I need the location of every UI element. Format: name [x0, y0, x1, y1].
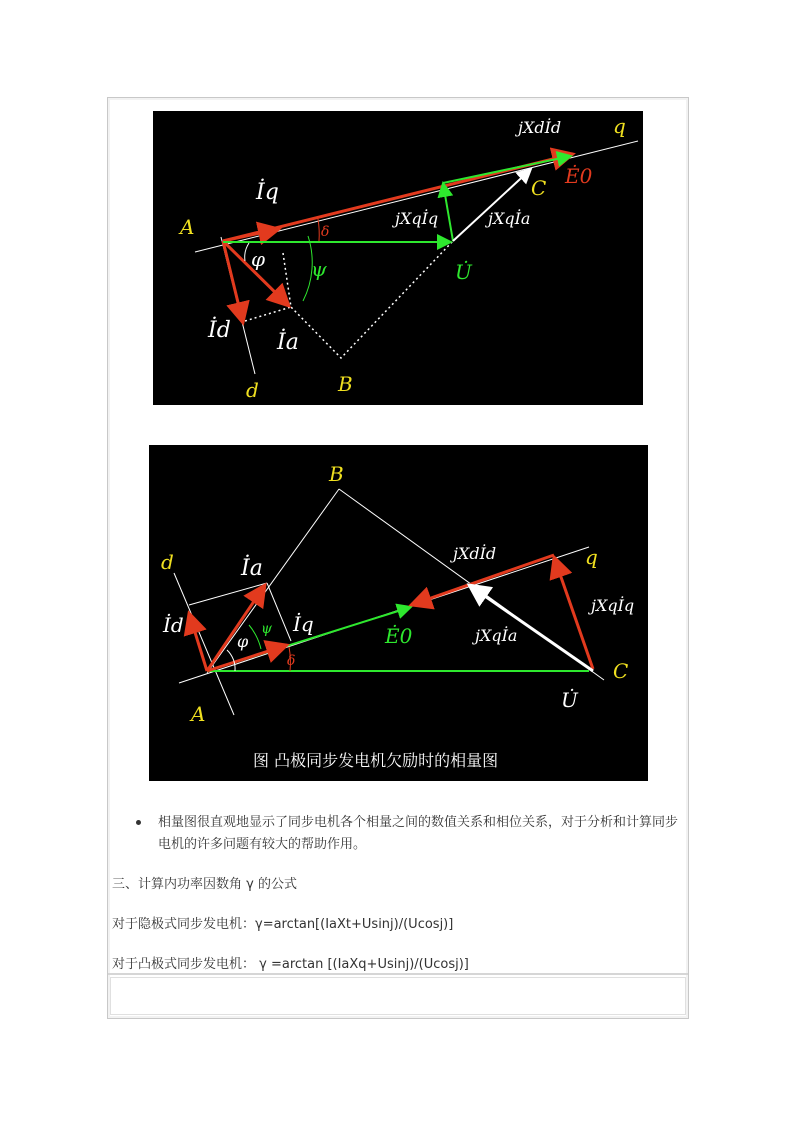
ab-line — [207, 489, 339, 673]
id-projection-line — [245, 307, 291, 321]
label-id: İd — [208, 318, 231, 343]
jxdid-phasor — [443, 156, 571, 183]
label-a: A — [180, 215, 195, 239]
bullet-dot — [136, 820, 141, 825]
bullet-text: 相量图很直观地显示了同步电机各个相量之间的数值关系和相位关系，对于分析和计算同步电机的许多问题有较大的帮助作用。 — [158, 815, 679, 852]
id-phasor — [189, 613, 207, 671]
label-iq: İq — [293, 612, 314, 636]
label-psi: ψ — [261, 621, 272, 637]
formula-round-rotor: 对于隐极式同步发电机：γ=arctan[(IaXt+Usinj)/(Ucosj)] — [112, 917, 454, 932]
phi-arc — [227, 650, 235, 671]
bullet-item — [136, 812, 686, 856]
psi-arc — [249, 625, 261, 649]
label-c: C — [613, 659, 629, 683]
label-jxdid: jXdİd — [518, 118, 562, 137]
label-u: U̇ — [561, 688, 578, 712]
diagram-caption: 图 凸极同步发电机欠励时的相量图 — [253, 751, 499, 770]
iq-projection-line — [283, 253, 291, 307]
label-jxqiq: jXqİq — [591, 596, 635, 615]
label-jxdid: jXdİd — [453, 544, 497, 563]
frame-separator — [108, 973, 688, 975]
label-jxqia: jXqİa — [475, 626, 518, 645]
label-e0: Ė0 — [565, 164, 593, 188]
label-phi: φ — [251, 247, 266, 271]
label-b: B — [338, 372, 353, 396]
label-q: q — [613, 114, 626, 138]
label-u: U̇ — [455, 260, 472, 284]
label-c: C — [531, 176, 547, 200]
label-iq: İq — [256, 180, 279, 205]
phasor-diagram-overexcited — [153, 111, 643, 405]
label-b: B — [329, 462, 344, 486]
formula-salient-pole: 对于凸极式同步发电机： γ =arctan [(IaXq+Usinj)/(Ucosj)] — [112, 957, 469, 972]
jxqiq-phasor — [443, 183, 453, 241]
label-ia: İa — [277, 330, 299, 355]
label-d: d — [246, 378, 259, 402]
label-jxqiq: jXqİq — [395, 209, 439, 228]
label-jxqia: jXqİa — [488, 209, 531, 228]
label-psi: ψ — [311, 257, 327, 281]
label-delta: δ — [287, 653, 296, 669]
iq-phasor — [223, 229, 279, 241]
label-ia: İa — [241, 556, 263, 581]
label-a: A — [191, 702, 206, 726]
label-d: d — [161, 550, 174, 574]
label-e0: Ė0 — [385, 624, 413, 648]
phasor-diagram-underexcited — [149, 445, 648, 781]
label-phi: φ — [237, 632, 249, 651]
jxqiq-phasor — [554, 557, 593, 669]
label-q: q — [585, 545, 598, 569]
label-delta: δ — [321, 224, 330, 240]
label-id: İd — [163, 613, 184, 637]
section-heading: 三、计算内功率因数角 γ 的公式 — [112, 877, 297, 892]
id-phasor — [223, 241, 243, 323]
empty-table-cell — [110, 977, 686, 1015]
phi-arc — [245, 243, 249, 261]
delta-arc — [318, 219, 319, 241]
